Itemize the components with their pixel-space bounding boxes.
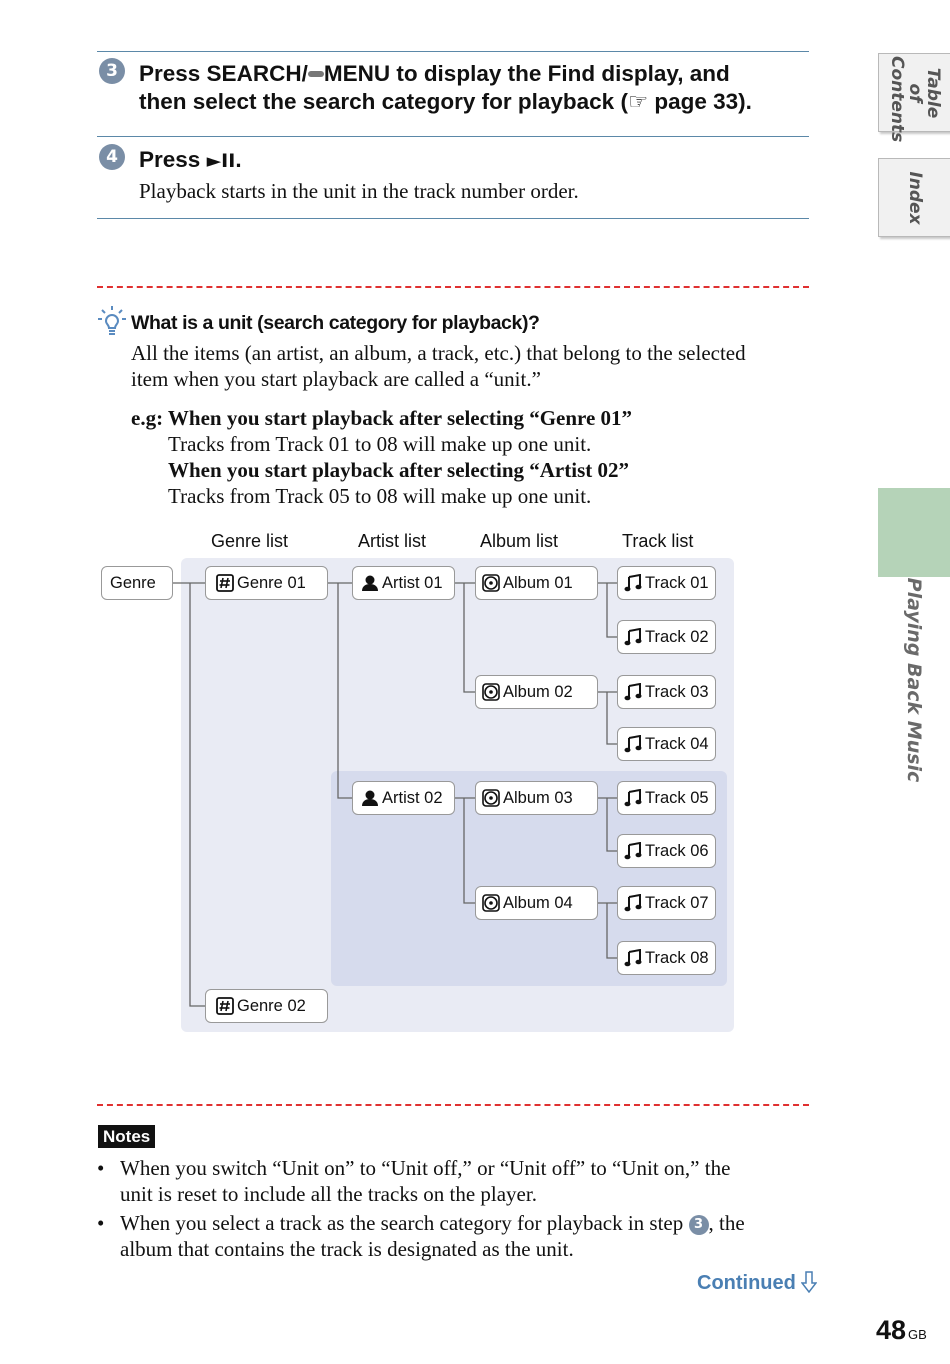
music-note-icon bbox=[624, 628, 642, 646]
continued-link[interactable]: Continued bbox=[697, 1271, 817, 1295]
tab-index[interactable] bbox=[878, 158, 950, 237]
music-note-icon bbox=[624, 683, 642, 701]
column-header-album: Album list bbox=[480, 531, 559, 551]
hint-bottom-border bbox=[97, 1104, 809, 1106]
play-pause-icon: ►II bbox=[206, 150, 236, 172]
pointing-hand-icon: ☞ bbox=[627, 89, 649, 115]
album-03-node: Album 03 bbox=[475, 781, 598, 815]
track-06-node: Track 06 bbox=[617, 834, 716, 868]
music-note-icon bbox=[624, 789, 642, 807]
step-4-badge: 4 bbox=[99, 144, 125, 170]
music-note-icon bbox=[624, 894, 642, 912]
column-header-track: Track list bbox=[622, 531, 694, 551]
track-04-node: Track 04 bbox=[617, 727, 716, 761]
step-4-heading: Press ►II. bbox=[139, 147, 242, 172]
track-03-node: Track 03 bbox=[617, 675, 716, 709]
artist-01-node: Artist 01 bbox=[352, 566, 455, 600]
album-01-node: Album 01 bbox=[475, 566, 598, 600]
hint-example-1-detail: Tracks from Track 01 to 08 will make up one unit. bbox=[168, 432, 592, 456]
music-note-icon bbox=[624, 842, 642, 860]
album-02-node: Album 02 bbox=[475, 675, 598, 709]
track-01-node: Track 01 bbox=[617, 566, 716, 600]
artist-02-node: Artist 02 bbox=[352, 781, 455, 815]
tab-index-label: Index bbox=[904, 170, 925, 225]
track-05-node: Track 05 bbox=[617, 781, 716, 815]
track-08-node: Track 08 bbox=[617, 941, 716, 975]
notes-badge: Notes bbox=[98, 1125, 155, 1148]
column-header-genre: Genre list bbox=[211, 531, 289, 551]
hint-title: What is a unit (search category for playback)? bbox=[131, 312, 540, 334]
root-genre-node: Genre bbox=[101, 566, 173, 600]
section-label: Playing Back Music bbox=[903, 577, 925, 783]
tab-table-of-contents[interactable] bbox=[878, 53, 950, 142]
step-4-body: Playback starts in the unit in the track number order. bbox=[139, 179, 579, 203]
step-3-badge: 3 bbox=[99, 58, 125, 84]
section-color-tab bbox=[878, 488, 950, 577]
artist-icon bbox=[361, 789, 379, 807]
hint-body-line2: item when you start playback are called a “unit.” bbox=[131, 367, 541, 391]
genre-icon bbox=[216, 997, 234, 1015]
hint-body-line1: All the items (an artist, an album, a track, etc.) that belong to the selected bbox=[131, 341, 746, 365]
album-04-node: Album 04 bbox=[475, 886, 598, 920]
step-3-heading-line1: Press SEARCH/ MENU to display the Find display, and bbox=[139, 61, 730, 86]
album-icon bbox=[482, 683, 500, 701]
hint-example-2-detail: Tracks from Track 05 to 08 will make up one unit. bbox=[168, 484, 592, 508]
hint-example-2: When you start playback after selecting “Artist 02” bbox=[168, 458, 629, 482]
step-3-heading-line2: then select the search category for playback (☞ page 33). bbox=[139, 89, 752, 115]
down-arrow-icon bbox=[801, 1271, 817, 1293]
music-note-icon bbox=[624, 949, 642, 967]
track-02-node: Track 02 bbox=[617, 620, 716, 654]
genre-01-node: Genre 01 bbox=[205, 566, 328, 600]
album-icon bbox=[482, 894, 500, 912]
music-note-icon bbox=[624, 574, 642, 592]
artist-icon bbox=[361, 574, 379, 592]
tab-table-of-contents-label: Table of Contents bbox=[886, 55, 943, 142]
track-07-node: Track 07 bbox=[617, 886, 716, 920]
genre-icon bbox=[216, 574, 234, 592]
step-3-ref-badge: 3 bbox=[689, 1215, 709, 1235]
genre-02-node: Genre 02 bbox=[205, 989, 328, 1023]
album-icon bbox=[482, 789, 500, 807]
column-header-artist: Artist list bbox=[358, 531, 427, 551]
hint-example-1: e.g: When you start playback after selecting “Genre 01” bbox=[131, 406, 633, 430]
page-number: 48 GB bbox=[876, 1315, 927, 1345]
album-icon bbox=[482, 574, 500, 592]
music-note-icon bbox=[624, 735, 642, 753]
